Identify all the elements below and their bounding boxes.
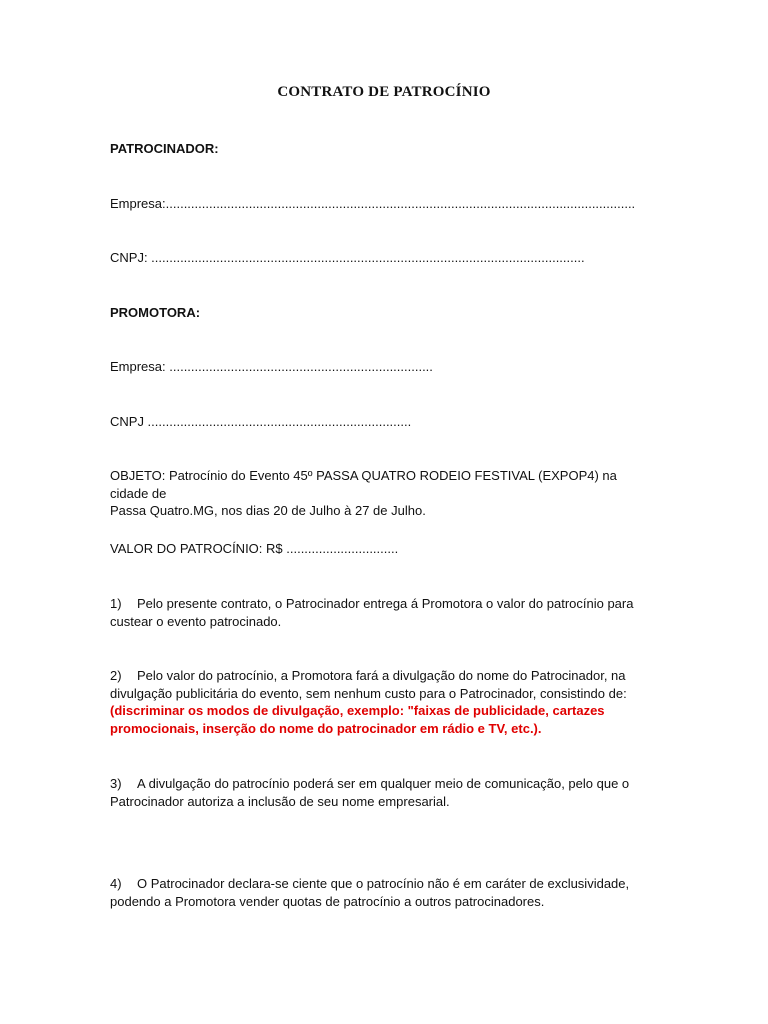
clause-1 bbox=[110, 595, 650, 630]
promotora-empresa-field: Empresa: ......................................................................... bbox=[110, 359, 433, 374]
clause-2 bbox=[110, 667, 650, 737]
promotora-heading: PROMOTORA: bbox=[110, 305, 201, 320]
clause-text: Pelo valor do patrocínio, a Promotora fará a divulgação do nome do Patrocinador, na bbox=[137, 668, 626, 683]
patrocinador-heading: PATROCINADOR: bbox=[110, 141, 219, 156]
promotora-cnpj-field: CNPJ ......................................................................... bbox=[110, 414, 412, 429]
clause-text: podendo a Promotora vender quotas de patrocínio a outros patrocinadores. bbox=[110, 893, 545, 909]
clause-number: 4) bbox=[110, 876, 122, 891]
patrocinador-empresa-field: Empresa:.................................................................................................................................. bbox=[110, 196, 636, 211]
clause-text: Patrocinador autoriza a inclusão de seu nome empresarial. bbox=[110, 793, 450, 809]
clause-3 bbox=[110, 775, 650, 810]
valor-patrocinio-field: VALOR DO PATROCÍNIO: R$ ............................... bbox=[110, 541, 399, 556]
objeto-line-2: Passa Quatro.MG, nos dias 20 de Julho à 27 de Julho. bbox=[110, 503, 426, 518]
clause-number: 2) bbox=[110, 668, 122, 683]
clause-text: O Patrocinador declara-se ciente que o patrocínio não é em caráter de exclusividade, bbox=[137, 876, 630, 891]
clause-4 bbox=[110, 875, 650, 910]
clause-text: A divulgação do patrocínio poderá ser em qualquer meio de comunicação, pelo que o bbox=[137, 776, 630, 791]
objeto-line-1: OBJETO: Patrocínio do Evento 45º PASSA QUATRO RODEIO FESTIVAL (EXPOP4) na cidade de bbox=[110, 468, 617, 501]
objeto-paragraph bbox=[110, 467, 650, 520]
clause-text: custear o evento patrocinado. bbox=[110, 613, 282, 629]
clause-instruction-highlight: (discriminar os modos de divulgação, exemplo: "faixas de publicidade, cartazes bbox=[110, 703, 605, 718]
clause-instruction-highlight: promocionais, inserção do nome do patrocinador em rádio e TV, etc.). bbox=[110, 720, 542, 736]
clause-number: 3) bbox=[110, 776, 122, 791]
clause-number: 1) bbox=[110, 596, 122, 611]
document-title: CONTRATO DE PATROCÍNIO bbox=[277, 84, 491, 100]
clause-text: divulgação publicitária do evento, sem nenhum custo para o Patrocinador, consistindo de: bbox=[110, 685, 627, 701]
clause-text: Pelo presente contrato, o Patrocinador entrega á Promotora o valor do patrocínio para bbox=[137, 596, 634, 611]
patrocinador-cnpj-field: CNPJ: ........................................................................................................................ bbox=[110, 250, 585, 265]
